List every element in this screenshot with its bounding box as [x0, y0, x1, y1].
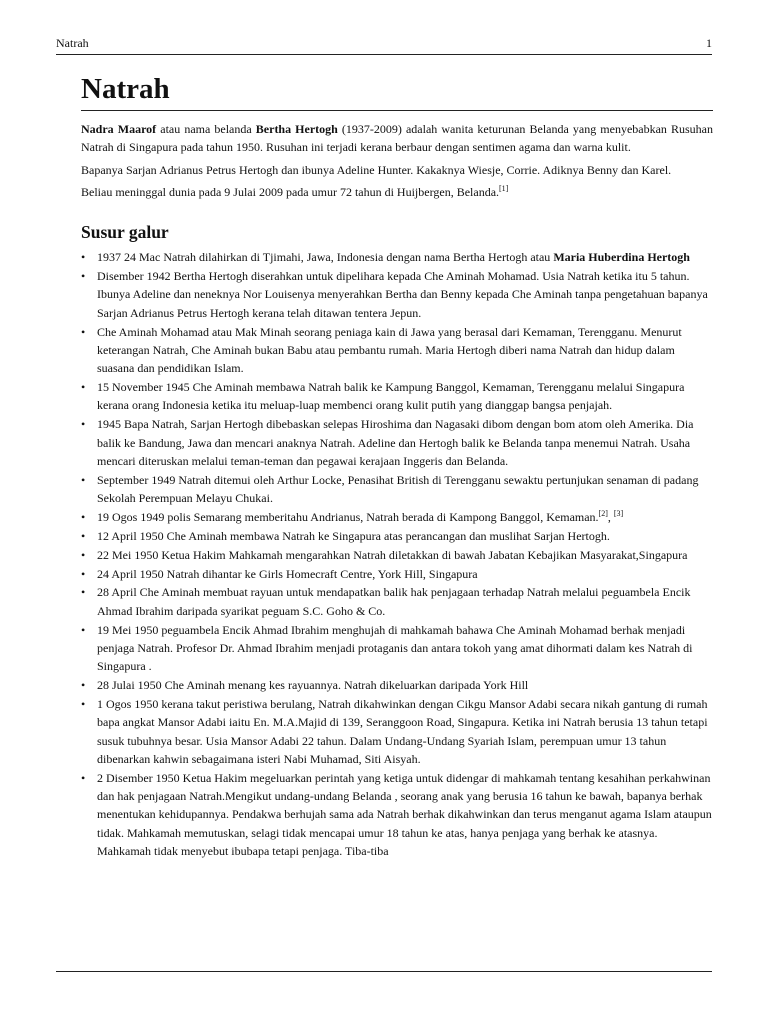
timeline-item: • 19 Mei 1950 peguambela Encik Ahmad Ibrahim menghujah di mahkamah bahawa Che Aminah Mohamad berhak menjadi penjaga Natrah. Profesor Dr. Ahmad Ibrahim menjadi protaganis dan antara tokoh yang amat dihormati dalam kes Natrah di Singapura . [81, 621, 713, 676]
running-header-title: Natrah [56, 36, 89, 50]
timeline-item: • 1945 Bapa Natrah, Sarjan Hertogh dibebaskan selepas Hiroshima dan Nagasaki dibom dengan bom atom oleh Amerika. Dia balik ke Bandung, Jawa dan mencari anaknya Natrah. Adeline dan Hertogh balik ke Belanda tanpa menemui Natrah. Usaha mencari diteruskan melalui teman-teman dan pegawai kerajaan Inggeris dan Belanda. [81, 415, 713, 470]
timeline-item: • Disember 1942 Bertha Hertogh diserahkan untuk dipelihara kepada Che Aminah Mohamad. Usia Natrah ketika itu 5 tahun. Ibunya Adeline dan neneknya Nor Louisenya menyerahkan Bertha dan Benny kepada Che Aminah tanpa pengetahuan bapanya Sarjan Adrianus Petrus Hertogh kerana telah ditawan tentera Jepun. [81, 267, 713, 322]
intro-text-1: atau nama belanda [156, 122, 256, 136]
reference-3-link[interactable]: [3] [613, 508, 624, 518]
intro-name-dutch: Bertha Hertogh [255, 122, 338, 136]
timeline-item: • 22 Mei 1950 Ketua Hakim Mahkamah mengarahkan Natrah diletakkan di bawah Jabatan Kebajikan Masyarakat,Singapura [81, 546, 713, 564]
page-title: Natrah [81, 70, 713, 111]
article-body [81, 70, 713, 861]
timeline-item: • 12 April 1950 Che Aminah membawa Natrah ke Singapura atas perancangan dan muslihat Sarjan Hertogh. [81, 527, 713, 545]
timeline-item: • 2 Disember 1950 Ketua Hakim megeluarkan perintah yang ketiga untuk didengar di mahkamah tentang kesahihan perkahwinan dan hak penjagaan Natrah.Mengikut undang-undang Belanda , seorang anak yang berusia 16 tahun ke bawah, bapanya berhak menentukan kehidupannya. Pendakwa berhujah sama ada Natrah berhak dikahwinkan dan terus menganut agama Islam ataupun tidak. Mahkamah memutuskan, selagi tidak mencapai umur 18 tahun ke atas, hanya penjaga yang berhak ke atasnya. Mahkamah tidak menyebut ibubapa tetapi penjaga. Tiba-tiba [81, 769, 713, 860]
timeline-item: • 28 April Che Aminah membuat rayuan untuk mendapatkan balik hak penjagaan terhadap Natrah melalui peguambela Encik Ahmad Ibrahim daripada syarikat peguam S.C. Goho & Co. [81, 583, 713, 620]
timeline-list [81, 248, 713, 860]
timeline-item-text: 1937 24 Mac Natrah dilahirkan di Tjimahi, Jawa, Indonesia dengan nama Bertha Hertogh atau [97, 250, 554, 265]
timeline-item-text: 19 Ogos 1949 polis Semarang memberitahu Andrianus, Natrah berada di Kampong Banggol, Kemaman. [97, 509, 599, 524]
intro-text-2: (1937-2009) adalah wanita keturunan Belanda yang menyebabkan Rusuhan Natrah di Singapura pada tahun 1950. Rusuhan ini terjadi kerana berbaur dengan sentimen agama dan warna kulit. [81, 122, 713, 155]
intro-paragraph [81, 120, 713, 157]
timeline-item [81, 508, 713, 526]
footer-rule [56, 971, 712, 972]
reference-separator: , [607, 509, 614, 524]
page-number: 1 [706, 36, 712, 50]
death-text: Beliau meninggal dunia pada 9 Julai 2009 pada umur 72 tahun di Huijbergen, Belanda. [81, 184, 500, 199]
timeline-item: • 28 Julai 1950 Che Aminah menang kes rayuannya. Natrah dikeluarkan daripada York Hill [81, 676, 713, 694]
family-paragraph: Bapanya Sarjan Adrianus Petrus Hertogh dan ibunya Adeline Hunter. Kakaknya Wiesje, Corrie. Adiknya Benny dan Karel. [81, 162, 672, 177]
intro-name-malay: Nadra Maarof [81, 122, 157, 136]
running-header [56, 34, 712, 55]
timeline-item: • 15 November 1945 Che Aminah membawa Natrah balik ke Kampung Banggol, Kemaman, Terengganu melalui Singapura kerana orang Indonesia ketika itu meluap-luap membenci orang kulit putih yang dianggap bangsa penjajah. [81, 378, 713, 415]
reference-1-link[interactable]: [1] [499, 183, 509, 193]
timeline-item: • September 1949 Natrah ditemui oleh Arthur Locke, Penasihat British di Terengganu sewaktu pertunjukan senaman di padang Sekolah Perempuan Melayu Chukai. [81, 471, 713, 508]
reference-2-link[interactable]: [2] [598, 508, 608, 518]
death-paragraph [81, 183, 713, 201]
timeline-item: • Che Aminah Mohamad atau Mak Minah seorang peniaga kain di Jawa yang berasal dari Kemaman, Terengganu. Menurut keterangan Natrah, Che Aminah bukan Babu atau pembantu rumah. Maria Hertogh diberi nama Natrah dan hidup dalam suasana dan pendidikan Islam. [81, 323, 713, 378]
timeline-item: • 24 April 1950 Natrah dihantar ke Girls Homecraft Centre, York Hill, Singapura [81, 565, 713, 583]
timeline-item: • 1 Ogos 1950 kerana takut peristiwa berulang, Natrah dikahwinkan dengan Cikgu Mansor Adabi secara nikah gantung di rumah bapa angkat Mansor Adabi iaitu En. M.A.Majid di 139, Seranggoon Road, Singapura. Ketika ini Natrah berusia 13 tahun tetapi susuk tubuhnya besar. Usia Mansor Adabi 22 tahun. Dalam Undang-Undang Syariah Islam, perempuan umur 13 tahun dibenarkan kahwin sebagaimana isteri Nabi Muhamad, Siti Aisyah. [81, 695, 713, 768]
timeline-item [81, 248, 713, 266]
timeline-item-bold-name: Maria Huberdina Hertogh [553, 250, 690, 265]
section-title-susur-galur: Susur galur [81, 222, 169, 243]
